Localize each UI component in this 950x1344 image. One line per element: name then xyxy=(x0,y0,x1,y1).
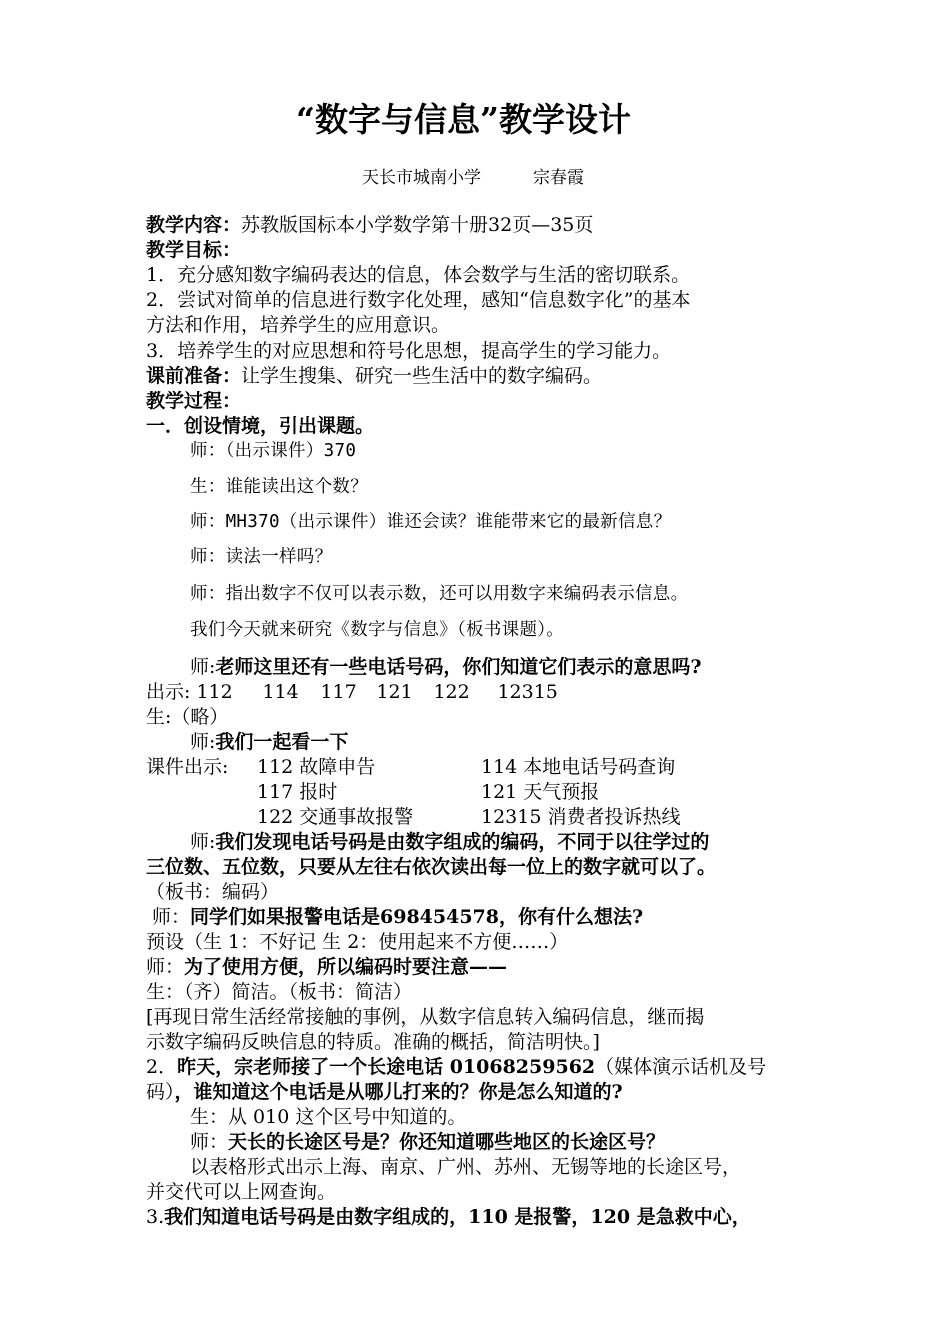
section-2-head: 码） xyxy=(146,1081,175,1103)
section-2-tail: （媒体演示话机及号 xyxy=(595,1056,767,1078)
dialogue-3: 师：MH370（出示课件）谁还会读？谁能带来它的最新信息？ xyxy=(190,512,672,532)
show-number: 117 xyxy=(320,681,357,703)
question-alarm-text: 同学们如果报警电话是698454578，你有什么想法? xyxy=(190,906,644,928)
section-1-heading: 一．创设情境，引出课题。 xyxy=(146,415,375,437)
question-alarm-prefix: 师： xyxy=(152,906,191,928)
author-name: 宗春霞 xyxy=(533,168,584,188)
goal-3: 3．培养学生的对应思想和符号化思想，提高学生的学习能力。 xyxy=(146,340,672,362)
convenience-text: 为了使用方便，所以编码时要注意—— xyxy=(184,956,508,978)
courseware-item: 112 故障申告 xyxy=(257,756,376,778)
goals-heading: 教学目标： xyxy=(146,239,242,261)
dialogue-5: 师：指出数字不仅可以表示数，还可以用数字来编码表示信息。 xyxy=(190,584,689,604)
design-note-line-1: [再现日常生活经常接触的事例，从数字信息转入编码信息，继而揭 xyxy=(146,1006,705,1028)
prep-line xyxy=(146,364,602,388)
courseware-item: 122 交通事故报警 xyxy=(257,806,414,828)
board-note-code: （板书：编码） xyxy=(146,881,280,903)
show-number: 122 xyxy=(433,681,470,703)
area-code-table-line-2: 并交代可以上网查询。 xyxy=(146,1181,337,1203)
courseware-item: 121 天气预报 xyxy=(481,781,600,803)
student-omitted: 生:（略） xyxy=(146,706,229,728)
look-prefix: 师: xyxy=(190,731,216,753)
content-label: 教学内容： xyxy=(146,214,242,236)
area-code-prefix: 师： xyxy=(190,1131,229,1153)
section-2-number: 2． xyxy=(146,1056,178,1078)
show-line xyxy=(146,680,558,704)
goal-1: 1．充分感知数字编码表达的信息，体会数学与生活的密切联系。 xyxy=(146,264,691,286)
section-3-line xyxy=(146,1205,751,1229)
dialogue-1: 师：（出示课件）370 xyxy=(190,441,357,461)
section-2-bold: 昨天，宗老师接了一个长途电话 01068259562 xyxy=(177,1056,596,1078)
page-title: “数字与信息”教学设计 xyxy=(296,100,631,139)
courseware-item: 117 报时 xyxy=(257,781,338,803)
section-3-text: 我们知道电话号码是由数字组成的，110 是报警，120 是急救中心， xyxy=(164,1206,751,1228)
area-code-question: 天长的长途区号是？你还知道哪些地区的长途区号？ xyxy=(228,1131,666,1153)
look-line xyxy=(190,730,348,754)
area-code-question-line xyxy=(190,1130,665,1154)
courseware-item: 114 本地电话号码查询 xyxy=(481,756,676,778)
question-alarm-line xyxy=(152,905,643,929)
author-school: 天长市城南小学 xyxy=(362,168,481,188)
courseware-label: 课件出示: xyxy=(146,756,229,778)
content-line xyxy=(146,213,593,237)
convenience-line xyxy=(146,955,507,979)
goal-2-line-2: 方法和作用，培养学生的应用意识。 xyxy=(146,314,451,336)
section-2-line-2 xyxy=(146,1080,623,1104)
look-text: 我们一起看一下 xyxy=(215,731,349,753)
dialogue-4: 师：读法一样吗？ xyxy=(190,547,333,567)
paragraph-code-prefix: 师: xyxy=(190,831,216,853)
show-number: 12315 xyxy=(497,681,558,703)
area-code-table-line-1: 以表格形式出示上海、南京、广州、苏州、无锡等地的长途区号， xyxy=(190,1156,742,1178)
design-note-line-2: 示数字编码反映信息的特质。准确的概括，简洁明快。] xyxy=(146,1031,600,1053)
courseware-item: 12315 消费者投诉热线 xyxy=(481,806,681,828)
dialogue-6: 我们今天就来研究《数字与信息》（板书课题）。 xyxy=(190,620,565,640)
convenience-prefix: 师： xyxy=(146,956,185,978)
show-number: 112 xyxy=(196,681,233,703)
prep-text: 让学生搜集、研究一些生活中的数字编码。 xyxy=(241,365,603,387)
answer-concise: 生：（齐）简洁。（板书：简洁） xyxy=(146,981,413,1003)
prep-label: 课前准备： xyxy=(146,365,242,387)
section-2-line-1 xyxy=(146,1055,766,1079)
question-phone-text: 老师这里还有一些电话号码，你们知道它们表示的意思吗? xyxy=(215,656,702,678)
dialogue-2: 生：谁能读出这个数？ xyxy=(190,477,368,497)
paragraph-code-text: 我们发现电话号码是由数字组成的编码，不同于以往学过的 xyxy=(215,831,710,853)
paragraph-code-line-2: 三位数、五位数，只要从左往右依次读出每一位上的数字就可以了。 xyxy=(146,856,717,878)
section-3-number: 3. xyxy=(146,1206,165,1228)
show-label: 出示: xyxy=(146,681,191,703)
section-2-answer: 生：从 010 这个区号中知道的。 xyxy=(190,1106,467,1128)
goal-2-line-1: 2．尝试对简单的信息进行数字化处理，感知“信息数字化”的基本 xyxy=(146,289,691,311)
show-number: 121 xyxy=(376,681,413,703)
process-heading: 教学过程： xyxy=(146,390,242,412)
preset-line: 预设（生 1：不好记 生 2：使用起来不方便……） xyxy=(146,931,569,953)
show-number: 114 xyxy=(262,681,299,703)
question-phone-prefix: 师: xyxy=(190,656,216,678)
section-2-question: ，谁知道这个电话是从哪儿打来的？你是怎么知道的? xyxy=(174,1081,623,1103)
paragraph-code-line-1 xyxy=(190,830,709,854)
content-text: 苏教版国标本小学数学第十册32页—35页 xyxy=(241,214,594,236)
question-phone-line xyxy=(190,655,702,679)
